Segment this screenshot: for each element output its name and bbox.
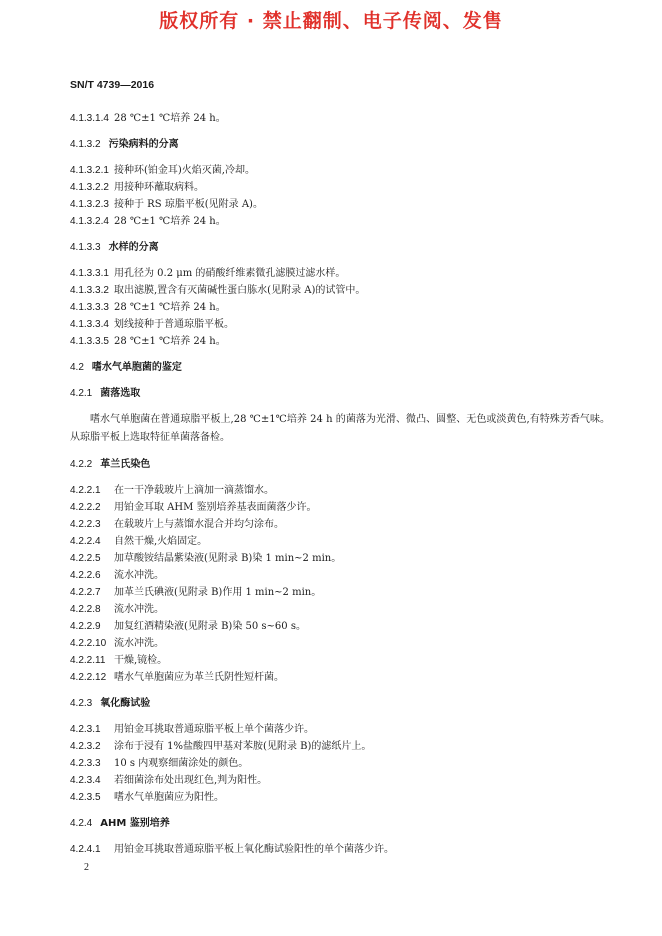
spacer [70,712,610,721]
watermark-banner: 版权所有 · 禁止翻制、电子传阅、发售 [159,10,503,32]
clause-item [70,265,610,282]
clause-number: 4.1.3.2.3 [70,199,109,210]
clause-text: 加草酸铵结晶紫染液(见附录 B)染 1 min~2 min。 [114,553,342,564]
clause-number: 4.2.2.3 [70,519,101,530]
clause-number: 4.2.2.7 [70,587,101,598]
clause-text: 自然干燥,火焰固定。 [114,536,208,547]
clause-number: 4.1.3.3.5 [70,336,109,347]
clause-number: 4.2.3 [70,698,93,709]
clause-number: 4.1.3.1.4 [70,113,109,124]
spacer [70,402,610,411]
clause-item [70,772,610,789]
clause-text: 在一干净载玻片上滴加一滴蒸馏水。 [114,485,274,496]
clause-text: 10 s 内观察细菌涂处的颜色。 [114,758,249,769]
clause-item [70,499,610,516]
clause-text: 干燥,镜检。 [114,655,168,666]
clause-text: 流水冲洗。 [114,604,164,615]
clause-number: 4.2.2.4 [70,536,101,547]
clause-text: 接种于 RS 琼脂平板(见附录 A)。 [114,199,263,210]
section-heading [70,385,610,402]
clause-number: 4.2.2 [70,459,93,470]
clause-number: 4.1.3.3.2 [70,285,109,296]
clause-number: 4.1.3.3.3 [70,302,109,313]
clause-number: 4.2.2.6 [70,570,101,581]
clause-text: 加革兰氏碘液(见附录 B)作用 1 min~2 min。 [114,587,322,598]
section-title: 水样的分离 [108,242,159,253]
spacer [70,686,610,695]
clause-text: 在载玻片上与蒸馏水混合并均匀涂布。 [114,519,284,530]
clause-number: 4.2.2.9 [70,621,101,632]
clause-number: 4.2.2.10 [70,638,107,649]
section-title: 嗜水气单胞菌的鉴定 [91,362,182,373]
clause-number: 4.2.2.12 [70,672,107,683]
clause-item [70,179,610,196]
section-heading [70,359,610,376]
spacer [70,127,610,136]
spacer [70,832,610,841]
clause-number: 4.2.3.4 [70,775,101,786]
clause-number: 4.2.3.5 [70,792,101,803]
section-title: AHM 鉴别培养 [100,818,170,829]
clause-item [70,516,610,533]
clause-text: 嗜水气单胞菌应为革兰氏阴性短杆菌。 [114,672,284,683]
clause-number: 4.2 [70,362,84,373]
section-heading [70,136,610,153]
spacer [70,230,610,239]
clause-item [70,282,610,299]
clause-text: 28 ℃±1 ℃培养 24 h。 [114,336,226,347]
clause-text: 流水冲洗。 [114,638,164,649]
clause-number: 4.1.3.3.1 [70,268,109,279]
spacer [70,806,610,815]
section-heading [70,239,610,256]
spacer [70,447,610,456]
clause-item [70,721,610,738]
clause-item [70,196,610,213]
clause-text: 接种环(铂金耳)火焰灭菌,冷却。 [114,165,255,176]
clause-text: 用接种环蘸取病料。 [114,182,204,193]
clause-text: 用铂金耳挑取普通琼脂平板上氧化酶试验阳性的单个菌落少许。 [114,844,394,855]
clause-text: 用孔径为 0.2 μm 的硝酸纤维素微孔滤膜过滤水样。 [114,268,346,279]
section-title: 革兰氏染色 [100,459,151,470]
spacer [70,350,610,359]
clause-text: 流水冲洗。 [114,570,164,581]
clause-number: 4.2.3.3 [70,758,101,769]
clause-number: 4.2.2.5 [70,553,101,564]
clause-item [70,841,610,858]
clause-item [70,669,610,686]
clause-number: 4.1.3.3 [70,242,101,253]
clause-number: 4.2.2.2 [70,502,101,513]
section-title: 氧化酶试验 [100,698,151,709]
clause-text: 用铂金耳挑取普通琼脂平板上单个菌落少许。 [114,724,314,735]
spacer [70,256,610,265]
clause-number: 4.1.3.3.4 [70,319,109,330]
section-heading [70,695,610,712]
clause-text: 用铂金耳取 AHM 鉴别培养基表面菌落少许。 [114,502,317,513]
clause-item [70,738,610,755]
spacer [70,473,610,482]
clause-item [70,316,610,333]
section-heading [70,815,610,832]
clause-text: 取出滤膜,置含有灭菌碱性蛋白胨水(见附录 A)的试管中。 [114,285,366,296]
clause-item [70,584,610,601]
clause-item [70,755,610,772]
clause-number: 4.2.2.11 [70,655,106,666]
clause-number: 4.2.4.1 [70,844,101,855]
clause-item [70,601,610,618]
clause-text: 若细菌涂布处出现红色,判为阳性。 [114,775,268,786]
clause-text: 划线接种于普通琼脂平板。 [114,319,234,330]
clause-item [70,333,610,350]
clause-number: 4.2.4 [70,818,93,829]
section-title: 菌落选取 [100,388,141,399]
clause-number: 4.2.2.8 [70,604,101,615]
clause-item [70,110,610,127]
page-number: 2 [84,862,89,873]
clause-text: 涂布于浸有 1%盐酸四甲基对苯胺(见附录 B)的滤纸片上。 [114,741,372,752]
clause-item [70,533,610,550]
clause-number: 4.1.3.2.4 [70,216,109,227]
clause-item [70,567,610,584]
clause-item [70,213,610,230]
spacer [70,153,610,162]
clause-number: 4.1.3.2.2 [70,182,109,193]
document-body [70,110,610,858]
clause-number: 4.2.3.2 [70,741,101,752]
clause-number: 4.2.3.1 [70,724,101,735]
clause-text: 加复红酒精染液(见附录 B)染 50 s~60 s。 [114,621,306,632]
clause-item [70,789,610,806]
standard-number: SN/T 4739—2016 [70,79,155,91]
clause-number: 4.2.1 [70,388,93,399]
clause-item [70,162,610,179]
clause-number: 4.2.2.1 [70,485,101,496]
clause-text: 28 ℃±1 ℃培养 24 h。 [114,216,226,227]
clause-number: 4.1.3.2 [70,139,101,150]
clause-item [70,652,610,669]
clause-item [70,635,610,652]
clause-number: 4.1.3.2.1 [70,165,109,176]
clause-text: 28 ℃±1 ℃培养 24 h。 [114,302,226,313]
section-title: 污染病料的分离 [108,139,179,150]
spacer [70,376,610,385]
paragraph: 嗜水气单胞菌在普通琼脂平板上,28 ℃±1℃培养 24 h 的菌落为光滑、微凸、圆整、无色或淡黄色,有特殊芳香气味。从琼脂平板上选取特征单菌落备检。 [70,414,610,443]
section-heading [70,456,610,473]
clause-item [70,550,610,567]
clause-text: 28 ℃±1 ℃培养 24 h。 [114,113,226,124]
clause-item [70,482,610,499]
clause-item [70,618,610,635]
clause-text: 嗜水气单胞菌应为阳性。 [114,792,224,803]
clause-item [70,299,610,316]
